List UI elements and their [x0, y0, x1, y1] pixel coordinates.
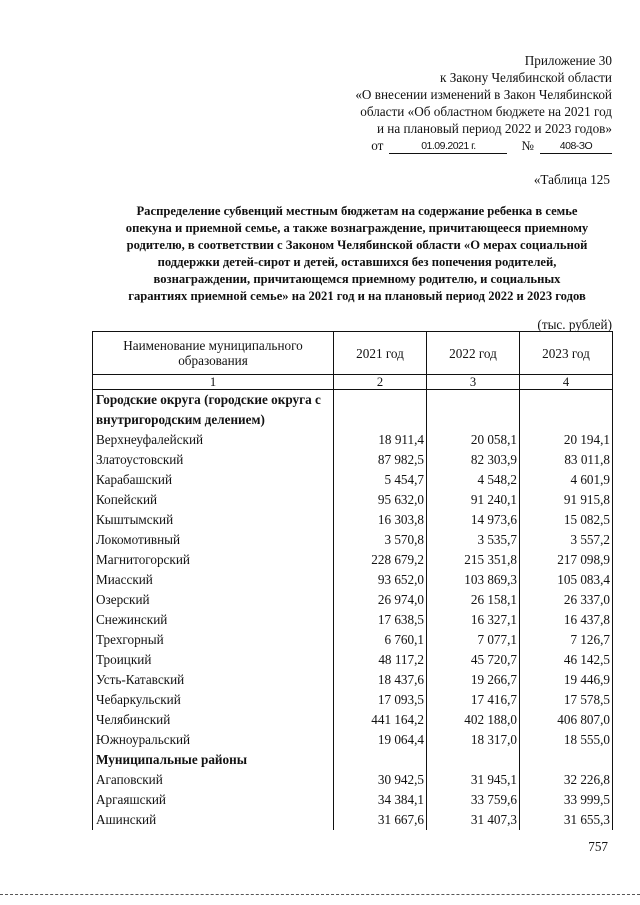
table-row [93, 490, 613, 510]
number-label: № [521, 138, 534, 153]
municipality-name: Кыштымский [93, 510, 334, 530]
value-2021: 17 638,5 [334, 610, 427, 630]
section-row [93, 750, 613, 770]
value-2023 [520, 750, 613, 770]
value-2021: 18 437,6 [334, 670, 427, 690]
value-2022: 20 058,1 [427, 430, 520, 450]
table-label: «Таблица 125 [533, 172, 610, 187]
header-row [93, 332, 613, 375]
appendix-line: и на плановый период 2022 и 2023 годов» [376, 121, 612, 136]
units-label: (тыс. рублей) [537, 317, 612, 332]
municipality-name: Чебаркульский [93, 690, 334, 710]
column-number: 1 [93, 375, 334, 390]
from-label: от [371, 138, 384, 153]
value-2022: 17 416,7 [427, 690, 520, 710]
page-number: 757 [588, 839, 608, 854]
table-row [93, 690, 613, 710]
column-number-row [93, 375, 613, 390]
title-line: родителю, в соответствии с Законом Челябинской области «О мерах социальной [126, 238, 588, 252]
value-2023: 4 601,9 [520, 470, 613, 490]
value-2023: 33 999,5 [520, 790, 613, 810]
value-2022: 33 759,6 [427, 790, 520, 810]
column-header-2023: 2023 год [520, 332, 613, 375]
value-2022: 4 548,2 [427, 470, 520, 490]
value-2022: 14 973,6 [427, 510, 520, 530]
value-2023: 46 142,5 [520, 650, 613, 670]
value-2022: 402 188,0 [427, 710, 520, 730]
value-2023: 15 082,5 [520, 510, 613, 530]
value-2023: 83 011,8 [520, 450, 613, 470]
value-2021: 30 942,5 [334, 770, 427, 790]
value-2021: 18 911,4 [334, 430, 427, 450]
value-2021: 16 303,8 [334, 510, 427, 530]
municipality-name: Ашинский [93, 810, 334, 830]
table-row [93, 430, 613, 450]
value-2023: 3 557,2 [520, 530, 613, 550]
value-2023: 7 126,7 [520, 630, 613, 650]
municipality-name: Копейский [93, 490, 334, 510]
municipality-name: Снежинский [93, 610, 334, 630]
value-2023: 18 555,0 [520, 730, 613, 750]
value-2021: 87 982,5 [334, 450, 427, 470]
value-2022 [427, 390, 520, 431]
municipality-name: Усть-Катавский [93, 670, 334, 690]
value-2021: 26 974,0 [334, 590, 427, 610]
table-header [93, 332, 613, 375]
column-number: 4 [520, 375, 613, 390]
appendix-header [312, 52, 612, 154]
value-2023: 17 578,5 [520, 690, 613, 710]
value-2021: 93 652,0 [334, 570, 427, 590]
appendix-line: к Закону Челябинской области [440, 70, 612, 85]
value-2023 [520, 390, 613, 431]
value-2021 [334, 390, 427, 431]
value-2023: 32 226,8 [520, 770, 613, 790]
table-row [93, 550, 613, 570]
value-2022: 31 945,1 [427, 770, 520, 790]
column-number: 3 [427, 375, 520, 390]
value-2022: 26 158,1 [427, 590, 520, 610]
column-header-name: Наименование муниципального образования [93, 332, 334, 375]
value-2023: 217 098,9 [520, 550, 613, 570]
value-2023: 406 807,0 [520, 710, 613, 730]
municipality-name: Магнитогорский [93, 550, 334, 570]
value-2022: 82 303,9 [427, 450, 520, 470]
value-2022: 18 317,0 [427, 730, 520, 750]
value-2021: 441 164,2 [334, 710, 427, 730]
title-line: Распределение субвенций местным бюджетам на содержание ребенка в семье [136, 204, 578, 218]
value-2022: 7 077,1 [427, 630, 520, 650]
value-2022: 103 869,3 [427, 570, 520, 590]
table-row [93, 710, 613, 730]
title-line: поддержки детей-сирот и детей, оставшихся без попечения родителей, [157, 255, 557, 269]
value-2022: 91 240,1 [427, 490, 520, 510]
table-row [93, 770, 613, 790]
municipality-name: Аргаяшский [93, 790, 334, 810]
municipality-name: Трехгорный [93, 630, 334, 650]
appendix-line: области «Об областном бюджете на 2021 год [360, 104, 612, 119]
column-header-2022: 2022 год [427, 332, 520, 375]
table-row [93, 530, 613, 550]
law-date-number-row [312, 137, 612, 154]
municipality-name: Муниципальные районы [93, 750, 334, 770]
law-number: 408-ЗО [540, 140, 612, 154]
table-row [93, 630, 613, 650]
municipality-name: Верхнеуфалейский [93, 430, 334, 450]
table-row [93, 570, 613, 590]
subsidy-table [92, 331, 613, 830]
value-2023: 105 083,4 [520, 570, 613, 590]
value-2021: 31 667,6 [334, 810, 427, 830]
value-2022: 215 351,8 [427, 550, 520, 570]
value-2023: 26 337,0 [520, 590, 613, 610]
value-2021: 228 679,2 [334, 550, 427, 570]
municipality-name: Карабашский [93, 470, 334, 490]
value-2021: 5 454,7 [334, 470, 427, 490]
municipality-name: Южноуральский [93, 730, 334, 750]
municipality-name: Троицкий [93, 650, 334, 670]
value-2023: 91 915,8 [520, 490, 613, 510]
column-number: 2 [334, 375, 427, 390]
value-2021: 3 570,8 [334, 530, 427, 550]
table-row [93, 510, 613, 530]
value-2023: 31 655,3 [520, 810, 613, 830]
title-line: вознаграждении, причитающемся приемному родителю, и социальных [153, 272, 561, 286]
municipality-name: Озерский [93, 590, 334, 610]
table-body [93, 375, 613, 831]
appendix-line: «О внесении изменений в Закон Челябинской [355, 87, 612, 102]
law-date: 01.09.2021 г. [389, 140, 507, 154]
footer-divider [0, 894, 640, 895]
table-row [93, 670, 613, 690]
municipality-name: Локомотивный [93, 530, 334, 550]
value-2021: 19 064,4 [334, 730, 427, 750]
municipality-name: Городские округа (городские округа с внутригородским делением) [93, 390, 334, 431]
value-2021: 48 117,2 [334, 650, 427, 670]
municipality-name: Челябинский [93, 710, 334, 730]
value-2022: 16 327,1 [427, 610, 520, 630]
section-row [93, 390, 613, 431]
value-2023: 19 446,9 [520, 670, 613, 690]
value-2021 [334, 750, 427, 770]
value-2023: 16 437,8 [520, 610, 613, 630]
table-row [93, 650, 613, 670]
table-row [93, 790, 613, 810]
value-2022: 45 720,7 [427, 650, 520, 670]
value-2021: 6 760,1 [334, 630, 427, 650]
value-2022 [427, 750, 520, 770]
value-2021: 17 093,5 [334, 690, 427, 710]
value-2023: 20 194,1 [520, 430, 613, 450]
table-row [93, 590, 613, 610]
value-2021: 95 632,0 [334, 490, 427, 510]
appendix-line: Приложение 30 [524, 53, 612, 68]
table-row [93, 810, 613, 830]
value-2021: 34 384,1 [334, 790, 427, 810]
table-row [93, 470, 613, 490]
title-line: опекуна и приемной семье, а также вознаграждение, причитающееся приемному [125, 221, 589, 235]
table-row [93, 450, 613, 470]
table-row [93, 730, 613, 750]
municipality-name: Миасский [93, 570, 334, 590]
title-line: гарантиях приемной семье» на 2021 год и на плановый период 2022 и 2023 годов [128, 289, 586, 303]
municipality-name: Златоустовский [93, 450, 334, 470]
document-title [86, 203, 628, 305]
value-2022: 31 407,3 [427, 810, 520, 830]
value-2022: 19 266,7 [427, 670, 520, 690]
value-2022: 3 535,7 [427, 530, 520, 550]
column-header-2021: 2021 год [334, 332, 427, 375]
table-row [93, 610, 613, 630]
municipality-name: Агаповский [93, 770, 334, 790]
